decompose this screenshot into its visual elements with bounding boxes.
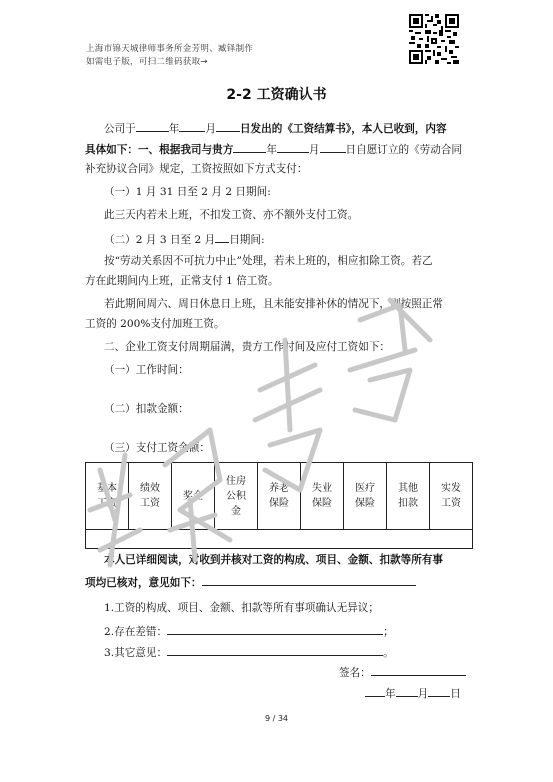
wage-table-header-cell [430, 463, 473, 530]
header-cell-text: 其他 [398, 483, 418, 494]
blank-company[interactable] [136, 121, 169, 132]
wage-table-input-row [86, 530, 473, 549]
header-cell-text: 住房 [226, 475, 246, 487]
wage-table-header-cell [344, 463, 387, 530]
document-title: 2-2 工资确认书 [226, 87, 327, 103]
wage-table-header-cell [258, 463, 301, 530]
blank-end-day[interactable] [215, 232, 229, 243]
header-cell-text: 公积 [226, 490, 246, 502]
header-cell-text: 失业 [312, 483, 332, 494]
header-cell-text: 扣款 [398, 498, 418, 509]
wage-table-header-cell [215, 463, 258, 530]
wage-table-header-row [86, 463, 473, 530]
sign-year-field[interactable] [365, 686, 385, 697]
option-errors: 2.存在差错： ； [104, 626, 394, 638]
part2-item-work-time: （一）工作时间： [104, 364, 189, 376]
section2-heading: （二）2 月 3 日至 2 月 日期间: [104, 234, 265, 246]
section1-heading: （一）1 月 31 日至 2 月 2 日期间: [104, 186, 271, 198]
section1-body: 此三天内若未上班，不扣发工资、亦不额外支付工资。 [104, 209, 359, 221]
part2-heading: 二、企业工资支付周期届满，贵方工作时间及应付工资如下： [104, 341, 391, 353]
intro-line-2: 具体如下：一、根据我司与贵方 年 月 日自愿订立的《劳动合同 [85, 144, 463, 156]
opinion-field[interactable] [202, 575, 416, 586]
header-cell-text: 养老 [269, 483, 289, 494]
header-cell-text: 实发 [441, 483, 461, 494]
intro-line-1: 公司于 年 月 日发出的《工资结算书》，本人已收到，内容 [104, 123, 447, 135]
option-no-objection: 1.工资的构成、项目、金额、扣款等所有事项确认无异议； [104, 602, 379, 614]
wage-table-header-cell [172, 463, 215, 530]
header-cell-text: 医疗 [355, 483, 375, 494]
section2-body-3: 若此期间周六、周日休息日上班，且未能安排补休的情况下，则按照正常 [104, 298, 443, 310]
section2-body-4: 工资的 200%支付加班工资。 [85, 318, 225, 330]
header-cell-text: 保险 [312, 498, 332, 509]
signature-date: 年 月 日 [365, 686, 461, 701]
blank-contract-day[interactable] [320, 142, 346, 153]
wage-table-header-cell [86, 463, 129, 530]
blank-contract-month[interactable] [277, 142, 309, 153]
section2-body-1: 按“劳动关系因不可抗力中止”处理，若未上班的，相应扣除工资。若乙 [104, 255, 433, 267]
wage-table-header-cell [301, 463, 344, 530]
blank-month[interactable] [179, 121, 205, 132]
header-cell-text: 工资 [97, 498, 117, 509]
header-cell-text: 工资 [441, 498, 461, 509]
wage-table-header-cell [129, 463, 172, 530]
header-cell-text: 工资 [140, 498, 160, 509]
wage-table-input-cell[interactable] [86, 530, 473, 549]
confirm-line-2: 项均已核对，意见如下： [85, 575, 416, 590]
header-cell-text: 金 [231, 505, 241, 517]
qr-code-icon[interactable] [409, 14, 459, 64]
signature-row: 签名： [339, 665, 466, 680]
sign-day-field[interactable] [428, 686, 450, 697]
part2-item-deduction: （二）扣款金额： [104, 403, 189, 415]
other-opinion-field[interactable] [167, 645, 383, 656]
section2-body-2: 方在此期间内上班，正常支付 1 倍工资。 [85, 275, 279, 287]
signature-field[interactable] [371, 665, 466, 676]
header-cell-text: 奖金 [183, 490, 203, 502]
blank-day[interactable] [216, 121, 240, 132]
part2-item-payment: （三）支付工资金额： [104, 442, 210, 454]
errors-field[interactable] [167, 624, 383, 635]
header-cell-text: 保险 [269, 498, 289, 509]
sign-month-field[interactable] [396, 686, 418, 697]
confirm-line-1: 本人已详细阅读，对收到并核对工资的构成、项目、金额、扣款等所有事 [104, 554, 443, 566]
header-cell-text: 绩效 [140, 483, 160, 494]
page-number: 9 / 34 [264, 714, 289, 723]
header-ebook-note: 如需电子版，可扫二维码获取→ [86, 57, 208, 67]
blank-contract-year[interactable] [233, 142, 266, 153]
option-other: 3.其它意见： 。 [104, 647, 394, 659]
intro-line-3: 补充协议合同》规定，工资按照如下方式支付： [85, 163, 308, 175]
header-cell-text: 保险 [355, 498, 375, 509]
wage-table-header-cell [387, 463, 430, 530]
header-credit: 上海市锦天城律师事务所金芳明、臧铎制作 [86, 44, 254, 54]
header-cell-text: 基本 [97, 483, 117, 494]
wage-table [85, 462, 473, 549]
